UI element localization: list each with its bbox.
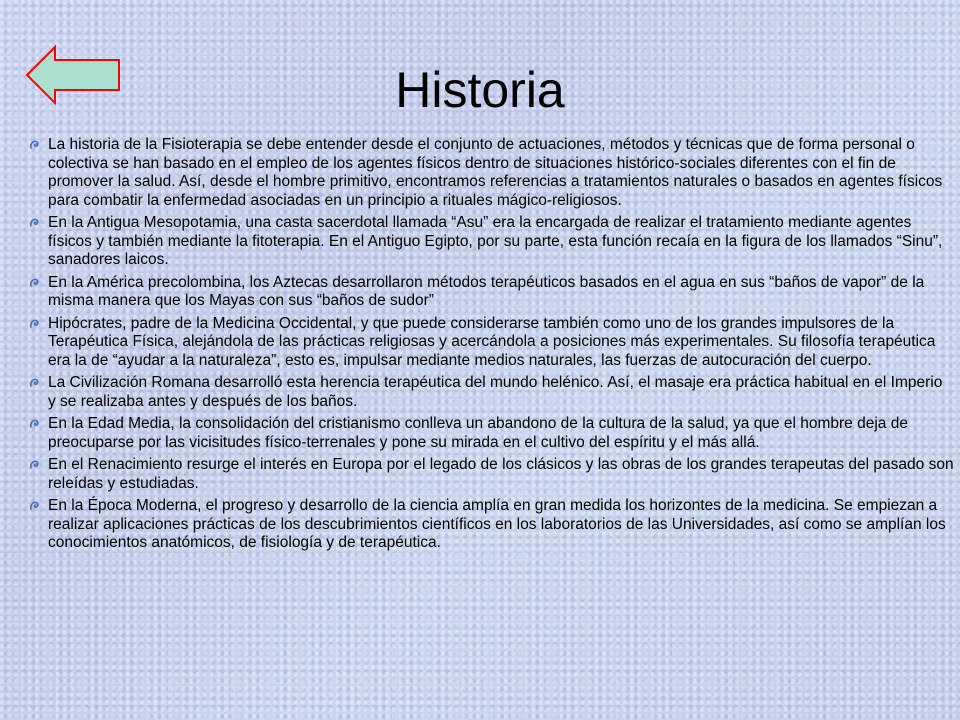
- bullet-text: En el Renacimiento resurge el interés en Europa por el legado de los clásicos y las obras de los grandes terapeutas del pasado son releídas y estudiadas.: [48, 456, 954, 492]
- bullet-text: La Civilización Romana desarrolló esta herencia terapéutica del mundo helénico. Así, el masaje era práctica habitual en el Imperio y se realizaba antes y después de los baños.: [48, 374, 943, 410]
- list-item: [34, 415, 954, 452]
- bullet-text: En la Época Moderna, el progreso y desarrollo de la ciencia amplía en gran medida los horizontes de la medicina. Se empiezan a realizar aplicaciones prácticas de los descubrimientos científicos en los laboratorios de las Universidades, así como se amplían los conocimientos anatómicos, de fisiología y de terapéutica.: [48, 497, 946, 551]
- swirl-bullet-icon: [29, 418, 41, 430]
- swirl-bullet-icon: [29, 217, 41, 229]
- bullet-text: Hipócrates, padre de la Medicina Occidental, y que puede considerarse también como uno de los grandes impulsores de la Terapéutica Física, alejándola de las prácticas religiosas y acercándola a posiciones más experimentales. Su filosofía terapéutica era la de “ayudar a la naturaleza”, esto es, impulsar mediante medios naturales, las fuerzas de autocuración del cuerpo.: [48, 314, 936, 369]
- list-item: [34, 456, 954, 493]
- swirl-bullet-icon: [29, 277, 41, 289]
- swirl-bullet-icon: [29, 459, 41, 471]
- list-item: [34, 214, 954, 270]
- swirl-bullet-icon: [29, 139, 41, 151]
- swirl-bullet-icon: [29, 318, 41, 330]
- list-item: [34, 315, 954, 371]
- bullet-list: [34, 136, 954, 557]
- bullet-text: En la Edad Media, la consolidación del cristianismo conlleva un abandono de la cultura de la salud, ya que el hombre deja de preocuparse por las vicisitudes físico-terrenales y pone su mirada en el cultivo del espíritu y el más allá.: [48, 415, 908, 451]
- page-title: Historia: [395, 62, 565, 118]
- swirl-bullet-icon: [29, 500, 41, 512]
- bullet-text: La historia de la Fisioterapia se debe entender desde el conjunto de actuaciones, métodos y técnicas que de forma personal o colectiva se han basado en el empleo de los agentes físicos dentro de situaciones histórico-sociales diferentes con el fin de promover la salud. Así, desde el hombre primitivo, encontramos referencias a tratamientos naturales o basados en agentes físicos para combatir la enfermedad asociadas en un principio a rituales mágico-religiosos.: [48, 136, 943, 209]
- swirl-bullet-icon: [29, 377, 41, 389]
- list-item: [34, 136, 954, 210]
- list-item: [34, 274, 954, 311]
- bullet-text: En la América precolombina, los Aztecas desarrollaron métodos terapéuticos basados en el agua en sus “baños de vapor” de la misma manera que los Mayas con sus “baños de sudor”: [48, 273, 925, 309]
- list-item: [34, 497, 954, 553]
- bullet-text: En la Antigua Mesopotamia, una casta sacerdotal llamada “Asu” era la encargada de realizar el tratamiento mediante agentes físicos y también mediante la fitoterapia. En el Antiguo Egipto, por su parte, esta función recaía en la figura de los llamados “Sinu”, sanadores laicos.: [48, 214, 943, 268]
- list-item: [34, 374, 954, 411]
